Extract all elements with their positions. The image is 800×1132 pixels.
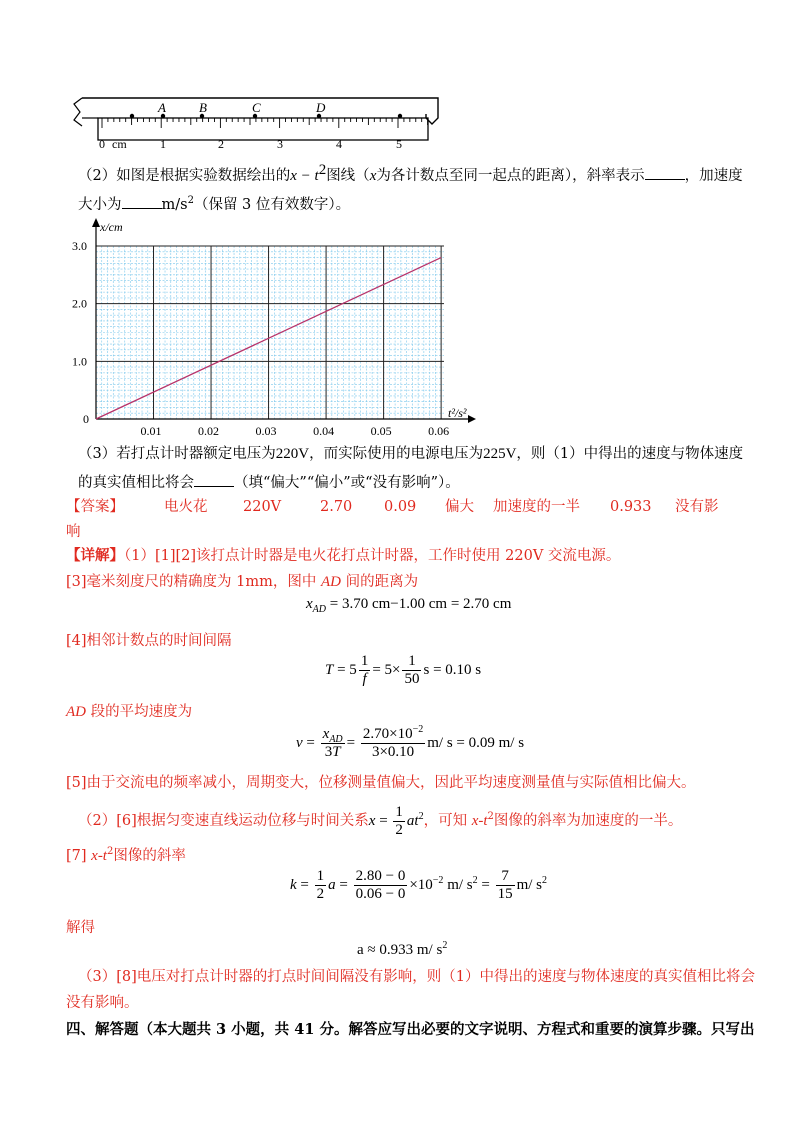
detail-p5: [5]由于交流电的频率减小，周期变大，位移测量值偏大，因此平均速度测量值与实际值相比偏大。 <box>66 775 696 791</box>
blank-compare[interactable] <box>194 472 234 487</box>
x-t2-chart <box>70 215 490 440</box>
equation-period: T = 5 $\frac{1}{f}$ = 5× $\frac{1}{50}$ s = 0.10 s <box>325 653 482 687</box>
ruler-unit: cm <box>112 137 127 150</box>
answer-item-3: 2.70 <box>320 499 353 515</box>
q2-line1: （2）如图是根据实验数据绘出的$x - t^2$图线（x为各计数点至同一起点的距离），斜率表示 ，加速度 <box>78 162 743 184</box>
x-tick-label: 0.05 <box>370 424 392 438</box>
label-b: B <box>199 100 207 115</box>
x-tick-label: 0.01 <box>140 424 162 438</box>
answer-item-7: 0.933 <box>610 499 652 515</box>
q3-line1: （3）若打点计时器额定电压为220V，而实际使用的电源电压为225V，则（1）中得出的速度与物体速度 <box>78 446 744 462</box>
x-axis-label: t²/s² <box>448 406 467 420</box>
q3-line2: 的真实值相比将会 （填“偏大”“偏小”或“没有影响”）。 <box>78 472 460 493</box>
equation-velocity: v = $\frac{x_{AD}}{3T}$ = $\frac{2.70\times 10^{-2}}{3\times 0.10}$ m/ s = 0.09 m/ s <box>296 724 525 760</box>
equation-slope: k = $\frac{1}{2}$ a = $\frac{2.80 - 0}{0.06 - 0}$ $\times 10^{-2}$ m/ $s^2$ = $\frac{7}{15}$ m/ $s^2$ <box>290 868 548 902</box>
detail-p2: [3]毫米刻度尺的精确度为 1mm，图中 AD 间的距离为 <box>66 574 419 590</box>
ruler-num-5: 5 <box>396 137 402 150</box>
ruler-num-2: 2 <box>218 137 224 150</box>
equation-accel: a ≈ 0.933 m/ $s^2$ <box>357 940 448 958</box>
section-4-heading: 四、解答题（本大题共 3 小题，共 41 分。解答应写出必要的文字说明、方程式和重要的演算步骤。只写出 <box>66 1021 755 1038</box>
detail-p10: 没有影响。 <box>66 995 139 1011</box>
y-tick-label: 1.0 <box>72 354 87 369</box>
answer-item-8: 没有影 <box>675 499 719 515</box>
detail-p7: [7] $x-t^2$图像的斜率 <box>66 846 186 864</box>
x-tick-label: 0.04 <box>313 424 335 438</box>
answer-item-1: 电火花 <box>164 499 208 515</box>
y-tick-label: 0 <box>83 412 89 426</box>
answer-item-6: 加速度的一半 <box>493 499 580 515</box>
ruler-num-0: 0 <box>99 137 105 150</box>
detail-p3: [4]相邻计数点的时间间隔 <box>66 633 232 649</box>
blank-accel[interactable] <box>122 194 162 209</box>
detail-p1: 【详解】（1）[1][2]该打点计时器是电火花打点计时器，工作时使用 220V 交流电源。 <box>66 547 621 564</box>
x-tick-label: 0.06 <box>428 424 450 438</box>
y-tick-label: 2.0 <box>72 296 87 311</box>
answer-item-5: 偏大 <box>445 499 474 515</box>
blank-slope[interactable] <box>645 165 685 180</box>
answer-label: 【答案】 <box>66 499 124 515</box>
ruler-num-3: 3 <box>277 137 283 150</box>
answer-item-2: 220V <box>243 499 282 515</box>
answer-wrap: 响 <box>66 524 81 540</box>
q2-line2: 大小为 $m/s^2$（保留 3 位有效数字）。 <box>78 195 351 213</box>
x-axis-arrow <box>468 415 476 423</box>
vernier-ruler-figure <box>70 92 450 150</box>
detail-p9: （3）[8]电压对打点计时器的打点时间间隔没有影响，则（1）中得出的速度与物体速度的真实值相比将会 <box>78 969 755 985</box>
y-axis-arrow <box>92 218 100 227</box>
y-tick-label: 3.0 <box>72 239 87 253</box>
detail-p8: 解得 <box>66 920 95 936</box>
detail-p4: AD 段的平均速度为 <box>66 704 193 720</box>
y-axis-label: x/cm <box>100 220 123 234</box>
ruler-num-4: 4 <box>336 137 342 150</box>
dot-end <box>398 114 402 118</box>
answer-item-4: 0.09 <box>384 499 417 515</box>
equation-xad: $x_{AD} = 3.70$ cm−1.00 cm = 2.70 cm <box>306 596 512 615</box>
x-tick-label: 0.03 <box>255 424 277 438</box>
label-d: D <box>316 100 326 115</box>
label-c: C <box>252 100 261 115</box>
dot-origin <box>130 114 134 118</box>
label-a: A <box>158 100 166 115</box>
ruler-num-1: 1 <box>160 137 166 150</box>
x-tick-label: 0.02 <box>198 424 220 438</box>
detail-p6: （2）[6]根据匀变速直线运动位移与时间关系x = $\frac{1}{2}$ $at^2$，可知 $x-t^2$图像的斜率为加速度的一半。 <box>78 804 683 838</box>
